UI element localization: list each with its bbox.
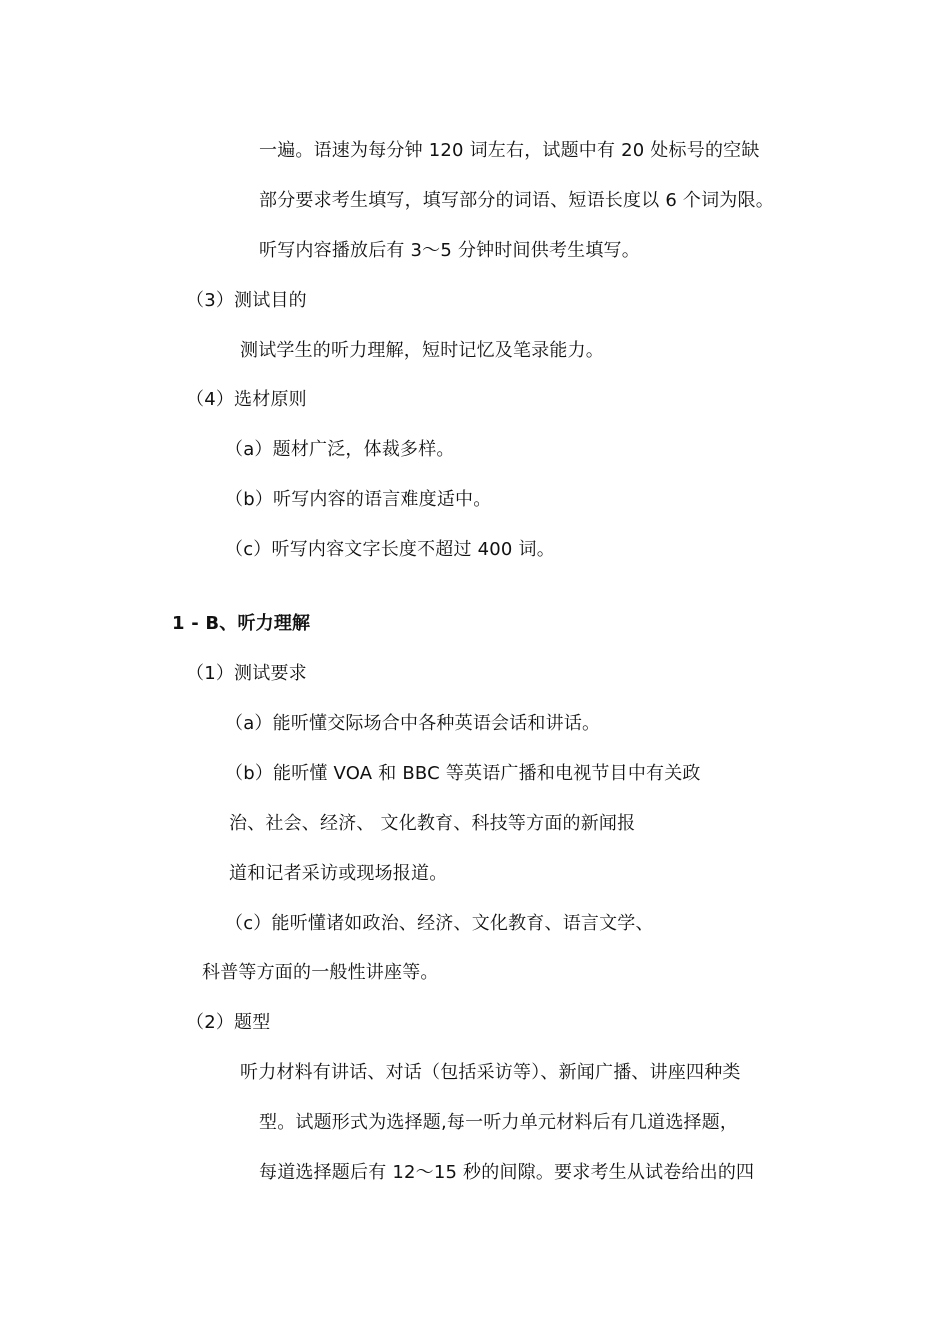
text-line: 一遍。语速为每分钟 120 词左右，试题中有 20 处标号的空缺 [259,140,760,161]
section-heading-3: （3）测试目的 [186,290,307,311]
text-line: 测试学生的听力理解，短时记忆及笔录能力。 [240,340,604,361]
text-line: 听力材料有讲话、对话（包括采访等）、新闻广播、讲座四种类 [240,1062,741,1083]
list-item-b: （b）听写内容的语言难度适中。 [225,489,492,510]
section-heading-4: （4）选材原则 [186,389,307,410]
text-line: 型。试题形式为选择题,每一听力单元材料后有几道选择题， [259,1112,739,1133]
text-line: 道和记者采访或现场报道。 [229,863,448,884]
section-title-listening: 1 - B、听力理解 [172,613,311,634]
section-heading-1: （1）测试要求 [186,663,307,684]
text-line: 听写内容播放后有 3～5 分钟时间供考生填写。 [259,240,640,261]
text-line: 部分要求考生填写，填写部分的词语、短语长度以 6 个词为限。 [259,190,774,211]
list-item-a: （a）能听懂交际场合中各种英语会话和讲话。 [225,713,601,734]
list-item-c: （c）能听懂诸如政治、经济、文化教育、语言文学、 [225,913,654,934]
list-item-b: （b）能听懂 VOA 和 BBC 等英语广播和电视节目中有关政 [225,763,701,784]
text-line: 每道选择题后有 12～15 秒的间隙。要求考生从试卷给出的四 [259,1162,755,1183]
text-line: 治、社会、经济、 文化教育、科技等方面的新闻报 [229,813,636,834]
section-heading-2: （2）题型 [186,1012,271,1033]
text-line: 科普等方面的一般性讲座等。 [202,962,439,983]
list-item-c: （c）听写内容文字长度不超过 400 词。 [225,539,555,560]
list-item-a: （a）题材广泛，体裁多样。 [225,439,455,460]
